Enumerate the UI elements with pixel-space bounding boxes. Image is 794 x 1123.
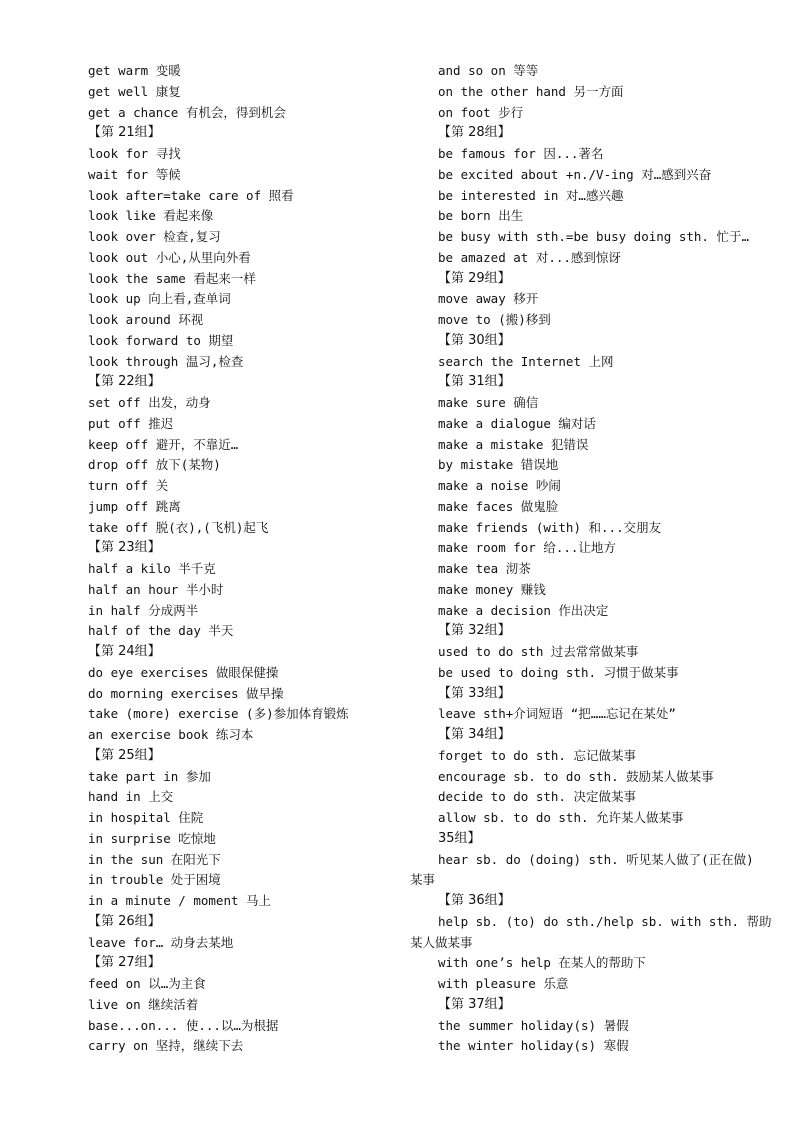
- left-phrase-line: take (more) exercise (多)参加体育锻炼: [88, 706, 349, 722]
- left-phrase-line: get a chance 有机会，得到机会: [88, 104, 286, 120]
- left-phrase-line: look like 看起来像: [88, 208, 214, 224]
- left-phrase-line: in surprise 吃惊地: [88, 830, 216, 846]
- right-group-header: 35组】: [438, 830, 481, 846]
- left-phrase-line: look after=take care of 照看: [88, 187, 294, 203]
- right-column: [410, 61, 772, 1057]
- right-phrase-line: 某人做某事: [410, 934, 473, 950]
- left-phrase-line: do morning exercises 做早操: [88, 685, 284, 701]
- left-phrase-line: turn off 关: [88, 478, 169, 493]
- right-phrase-line: leave sth+介词短语 “把……忘记在某处”: [438, 706, 676, 722]
- right-phrase-line: make a mistake 犯错误: [438, 436, 589, 452]
- right-phrase-line: make friends (with) 和...交朋友: [438, 519, 662, 535]
- right-phrase-line: make faces 做鬼脸: [438, 498, 559, 514]
- right-phrase-line: with one’s help 在某人的帮助下: [438, 955, 646, 971]
- left-phrase-line: look forward to 期望: [88, 332, 234, 348]
- right-phrase-line: 某事: [410, 872, 436, 888]
- right-group-header: 【第 30组】: [438, 332, 511, 348]
- left-phrase-line: take off 脱(衣),(飞机)起飞: [88, 519, 269, 535]
- right-phrase-line: search the Internet 上网: [438, 353, 614, 369]
- right-phrase-line: decide to do sth. 决定做某事: [438, 789, 636, 805]
- right-phrase-line: allow sb. to do sth. 允许某人做某事: [438, 810, 684, 825]
- left-phrase-line: wait for 等候: [88, 166, 181, 182]
- left-phrase-line: half an hour 半小时: [88, 581, 224, 597]
- right-phrase-line: make sure 确信: [438, 395, 539, 410]
- left-phrase-line: get well 康复: [88, 83, 181, 99]
- left-phrase-line: leave for… 动身去某地: [88, 934, 234, 950]
- right-phrase-line: hear sb. do (doing) sth. 听见某人做了(正在做): [438, 851, 754, 867]
- left-phrase-line: in half 分成两半: [88, 602, 199, 618]
- left-phrase-line: keep off 避开，不靠近…: [88, 436, 239, 452]
- left-group-header: 【第 25组】: [88, 747, 161, 763]
- right-phrase-line: on foot 步行: [438, 104, 524, 120]
- right-phrase-line: move away 移开: [438, 291, 539, 307]
- right-phrase-line: make room for 给...让地方: [438, 540, 616, 556]
- left-phrase-line: half a kilo 半千克: [88, 561, 216, 576]
- right-phrase-line: the winter holiday(s) 寒假: [438, 1038, 629, 1054]
- left-phrase-line: put off 推迟: [88, 415, 174, 431]
- left-group-header: 【第 21组】: [88, 125, 161, 141]
- left-phrase-line: look for 寻找: [88, 146, 181, 161]
- left-phrase-line: set off 出发，动身: [88, 395, 211, 410]
- left-phrase-line: an exercise book 练习本: [88, 727, 254, 742]
- right-group-header: 【第 36组】: [438, 893, 511, 908]
- right-phrase-line: encourage sb. to do sth. 鼓励某人做某事: [438, 768, 714, 784]
- right-phrase-line: make a noise 吵闹: [438, 478, 561, 493]
- right-phrase-line: be interested in 对…感兴趣: [438, 187, 624, 203]
- left-phrase-line: carry on 坚持，继续下去: [88, 1038, 244, 1054]
- left-phrase-line: feed on 以…为主食: [88, 976, 206, 991]
- right-phrase-line: on the other hand 另一方面: [438, 83, 624, 99]
- left-group-header: 【第 24组】: [88, 644, 161, 659]
- right-phrase-line: make a dialogue 编对话: [438, 415, 596, 431]
- right-phrase-line: with pleasure 乐意: [438, 976, 569, 991]
- left-phrase-line: in the sun 在阳光下: [88, 851, 221, 867]
- left-phrase-line: look the same 看起来一样: [88, 270, 256, 286]
- right-group-header: 【第 37组】: [438, 996, 511, 1012]
- left-phrase-line: base...on... 使...以…为根据: [88, 1017, 279, 1033]
- left-phrase-line: do eye exercises 做眼保健操: [88, 664, 279, 680]
- right-group-header: 【第 33组】: [438, 685, 511, 701]
- left-phrase-line: look out 小心,从里向外看: [88, 249, 251, 265]
- right-phrase-line: help sb. (to) do sth./help sb. with sth. 帮助: [438, 913, 772, 929]
- right-group-header: 【第 31组】: [438, 374, 511, 390]
- left-phrase-line: look over 检查,复习: [88, 229, 221, 244]
- left-phrase-line: look around 环视: [88, 312, 204, 327]
- right-phrase-line: be amazed at 对...感到惊讶: [438, 249, 621, 265]
- right-phrase-line: be busy with sth.=be busy doing sth. 忙于…: [438, 229, 749, 244]
- left-phrase-line: live on 继续活着: [88, 996, 199, 1012]
- right-phrase-line: be famous for 因...著名: [438, 146, 604, 161]
- left-phrase-line: hand in 上交: [88, 789, 174, 805]
- right-group-header: 【第 32组】: [438, 623, 511, 639]
- left-phrase-line: in a minute / moment 马上: [88, 893, 272, 908]
- right-phrase-line: by mistake 错误地: [438, 457, 559, 473]
- right-group-header: 【第 29组】: [438, 270, 511, 286]
- left-phrase-line: half of the day 半天: [88, 623, 234, 639]
- right-phrase-line: and so on 等等: [438, 63, 539, 78]
- right-phrase-line: be excited about +n./V-ing 对…感到兴奋: [438, 166, 712, 182]
- left-phrase-line: drop off 放下(某物): [88, 457, 221, 473]
- right-phrase-line: make a decision 作出决定: [438, 602, 609, 618]
- right-phrase-line: the summer holiday(s) 暑假: [438, 1017, 629, 1033]
- right-phrase-line: move to (搬)移到: [438, 312, 551, 327]
- left-group-header: 【第 27组】: [88, 955, 161, 971]
- left-phrase-line: look up 向上看,查单词: [88, 291, 231, 307]
- right-group-header: 【第 34组】: [438, 727, 511, 742]
- left-phrase-line: jump off 跳离: [88, 498, 181, 514]
- left-column: [88, 61, 398, 1057]
- right-phrase-line: make money 赚钱: [438, 581, 546, 597]
- left-group-header: 【第 22组】: [88, 374, 161, 390]
- left-phrase-line: in trouble 处于困境: [88, 872, 221, 888]
- left-phrase-line: get warm 变暖: [88, 63, 181, 78]
- right-phrase-line: make tea 沏茶: [438, 561, 531, 576]
- left-phrase-line: in hospital 住院: [88, 810, 204, 825]
- left-group-header: 【第 23组】: [88, 540, 161, 556]
- right-phrase-line: used to do sth 过去常常做某事: [438, 644, 639, 659]
- left-phrase-line: take part in 参加: [88, 768, 211, 784]
- right-phrase-line: forget to do sth. 忘记做某事: [438, 747, 636, 763]
- left-phrase-line: look through 温习,检查: [88, 353, 244, 369]
- left-group-header: 【第 26组】: [88, 913, 161, 929]
- right-phrase-line: be used to doing sth. 习惯于做某事: [438, 664, 679, 680]
- right-group-header: 【第 28组】: [438, 125, 511, 141]
- right-phrase-line: be born 出生: [438, 208, 524, 224]
